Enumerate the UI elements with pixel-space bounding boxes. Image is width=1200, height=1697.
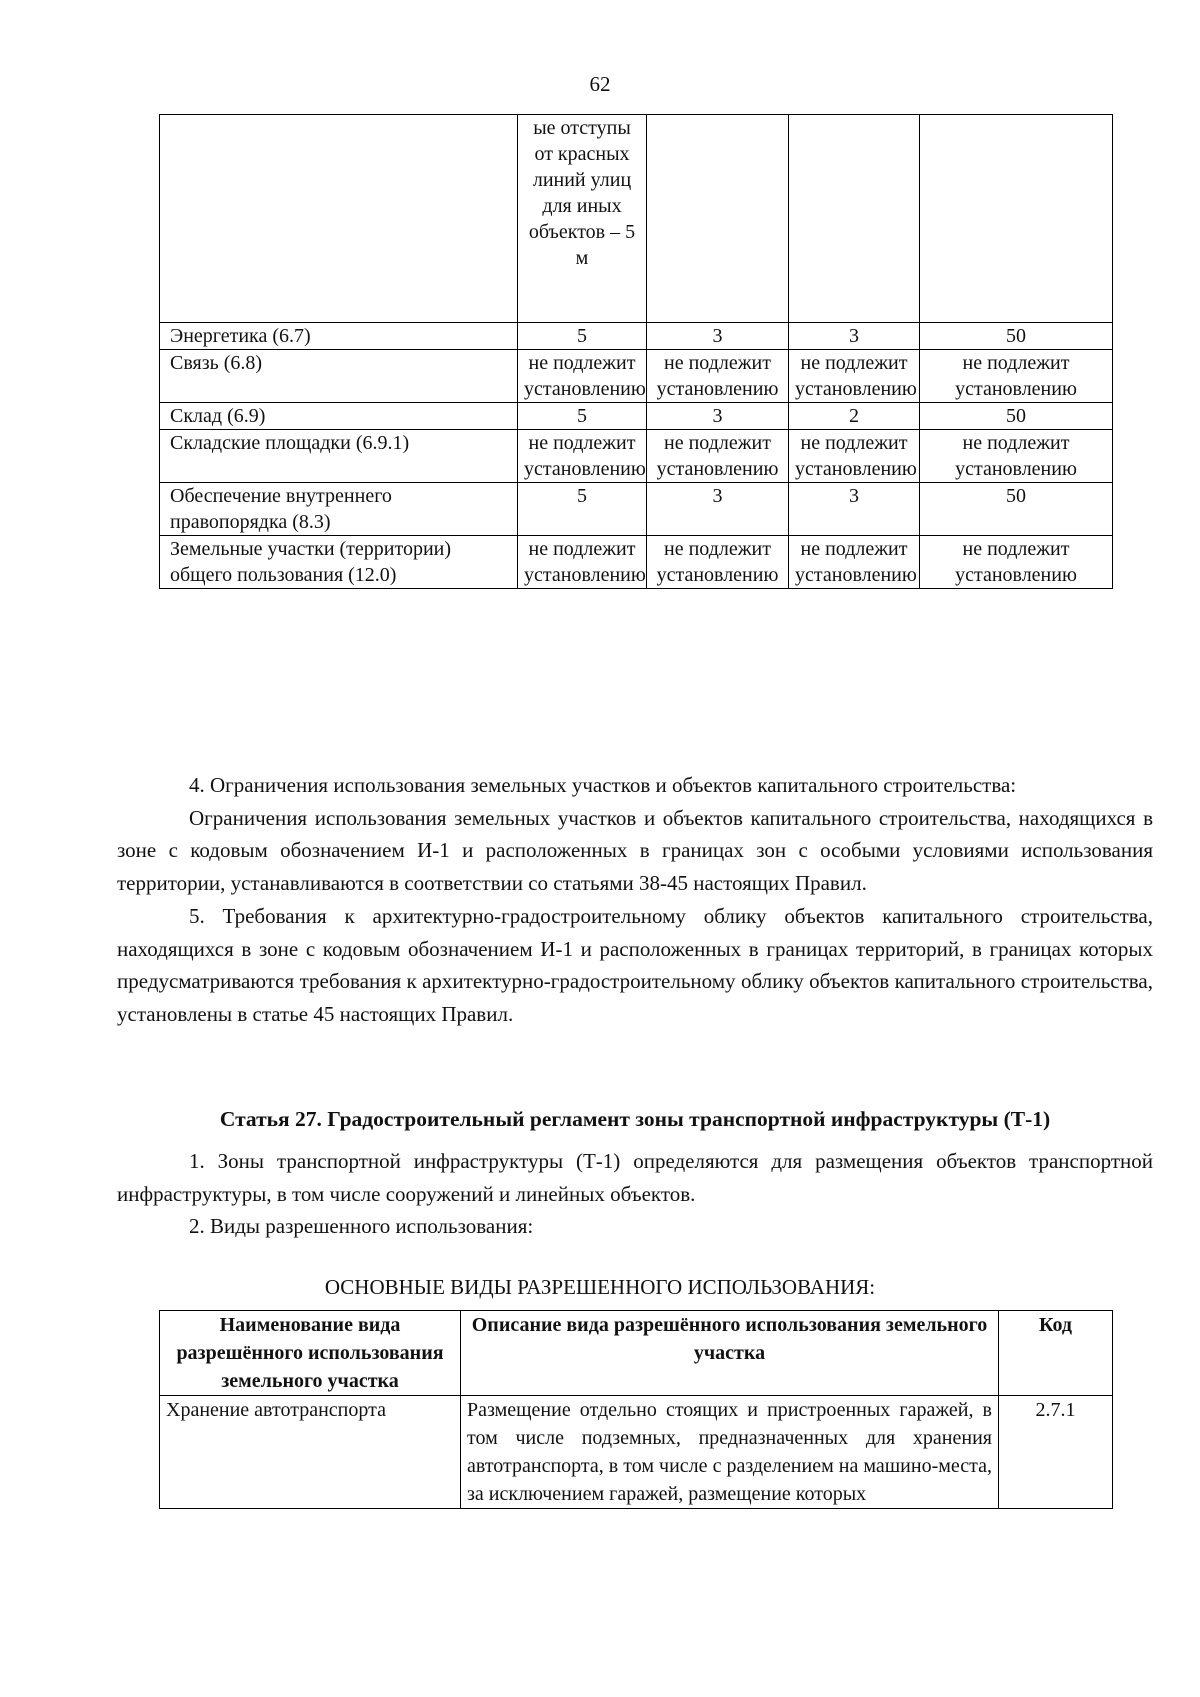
cell-col2 (647, 115, 789, 323)
table-header-row (160, 1311, 1113, 1396)
cell-col1: не подлежит установлению (518, 536, 647, 589)
use-code: 2.7.1 (999, 1396, 1113, 1509)
cell-col4: 50 (920, 483, 1113, 536)
table-row (160, 430, 1113, 483)
paragraph-5: 5. Требования к архитектурно-градостроительному облику объектов капитального строительства, находящихся в зоне с кодовым обозначением И-1 и расположенных в границах территорий, в границах которых предусматриваются требования к архитектурно-градостроительному облику объектов капитального строительства, установлены в статье 45 настоящих Правил. (117, 903, 1153, 1026)
restrictions-section (117, 769, 1153, 1031)
cell-col4 (920, 115, 1113, 323)
use-name: Хранение автотранспорта (160, 1396, 461, 1509)
row-name: Связь (6.8) (160, 350, 518, 403)
header-description: Описание вида разрешённого использования земельного участка (461, 1311, 999, 1396)
table-caption: ОСНОВНЫЕ ВИДЫ РАЗРЕШЕННОГО ИСПОЛЬЗОВАНИЯ: (324, 1275, 876, 1299)
cell-col4: 50 (920, 403, 1113, 430)
cell-col1: не подлежит установлению (518, 350, 647, 403)
cell-col1: ые отступы от красных линий улиц для иных объектов – 5 м (518, 115, 647, 323)
cell-col4: 50 (920, 323, 1113, 350)
cell-col3: не подлежит установлению (789, 430, 920, 483)
article-heading: Статья 27. Градостроительный регламент зоны транспортной инфраструктуры (Т-1) (219, 1107, 1051, 1131)
permitted-uses-table (159, 1310, 1113, 1509)
cell-col3 (789, 115, 920, 323)
cell-col3: 3 (789, 483, 920, 536)
paragraph-4: 4. Ограничения использования земельных участков и объектов капитального строительства: (189, 773, 1017, 797)
table-row (160, 1396, 1113, 1509)
table-row (160, 483, 1113, 536)
cell-col1: 5 (518, 403, 647, 430)
row-name: Складские площадки (6.9.1) (160, 430, 518, 483)
header-code: Код (999, 1311, 1113, 1396)
row-name (160, 115, 518, 323)
row-name: Обеспечение внутреннего правопорядка (8.3) (160, 483, 518, 536)
article-paragraph-1: 1. Зоны транспортной инфраструктуры (Т-1) определяются для размещения объектов транспортной инфраструктуры, в том числе сооружений и линейных объектов. (117, 1149, 1153, 1206)
article-section (117, 1145, 1153, 1243)
paragraph-4-body: Ограничения использования земельных участков и объектов капитального строительства, находящихся в зоне с кодовым обозначением И-1 и расположенных в границах зон с особыми условиями использования территории, устанавливаются в соответствии со статьями 38-45 настоящих Правил. (117, 805, 1153, 896)
cell-col2: не подлежит установлению (647, 430, 789, 483)
row-name: Энергетика (6.7) (160, 323, 518, 350)
cell-col1: 5 (518, 483, 647, 536)
table-row (160, 323, 1113, 350)
cell-col2: не подлежит установлению (647, 536, 789, 589)
cell-col3: не подлежит установлению (789, 536, 920, 589)
cell-col2: 3 (647, 403, 789, 430)
cell-col3: не подлежит установлению (789, 350, 920, 403)
limits-table (159, 114, 1113, 589)
header-name: Наименование вида разрешённого использования земельного участка (160, 1311, 461, 1396)
table-row (160, 536, 1113, 589)
cell-col1: не подлежит установлению (518, 430, 647, 483)
cell-col2: 3 (647, 323, 789, 350)
cell-col2: не подлежит установлению (647, 350, 789, 403)
page-number: 62 (589, 72, 611, 96)
cell-col3: 3 (789, 323, 920, 350)
cell-col4: не подлежит установлению (920, 536, 1113, 589)
cell-col1: 5 (518, 323, 647, 350)
row-name: Склад (6.9) (160, 403, 518, 430)
table-row (160, 350, 1113, 403)
table-row (160, 115, 1113, 323)
table-row (160, 403, 1113, 430)
cell-col4: не подлежит установлению (920, 350, 1113, 403)
cell-col4: не подлежит установлению (920, 430, 1113, 483)
cell-col3: 2 (789, 403, 920, 430)
row-name: Земельные участки (территории) общего пользования (12.0) (160, 536, 518, 589)
use-description: Размещение отдельно стоящих и пристроенных гаражей, в том числе подземных, предназначенных для хранения автотранспорта, в том числе с разделением на машино-места, за исключением гаражей, размещение которых (461, 1396, 999, 1509)
cell-col2: 3 (647, 483, 789, 536)
article-paragraph-2: 2. Виды разрешенного использования: (189, 1214, 534, 1239)
